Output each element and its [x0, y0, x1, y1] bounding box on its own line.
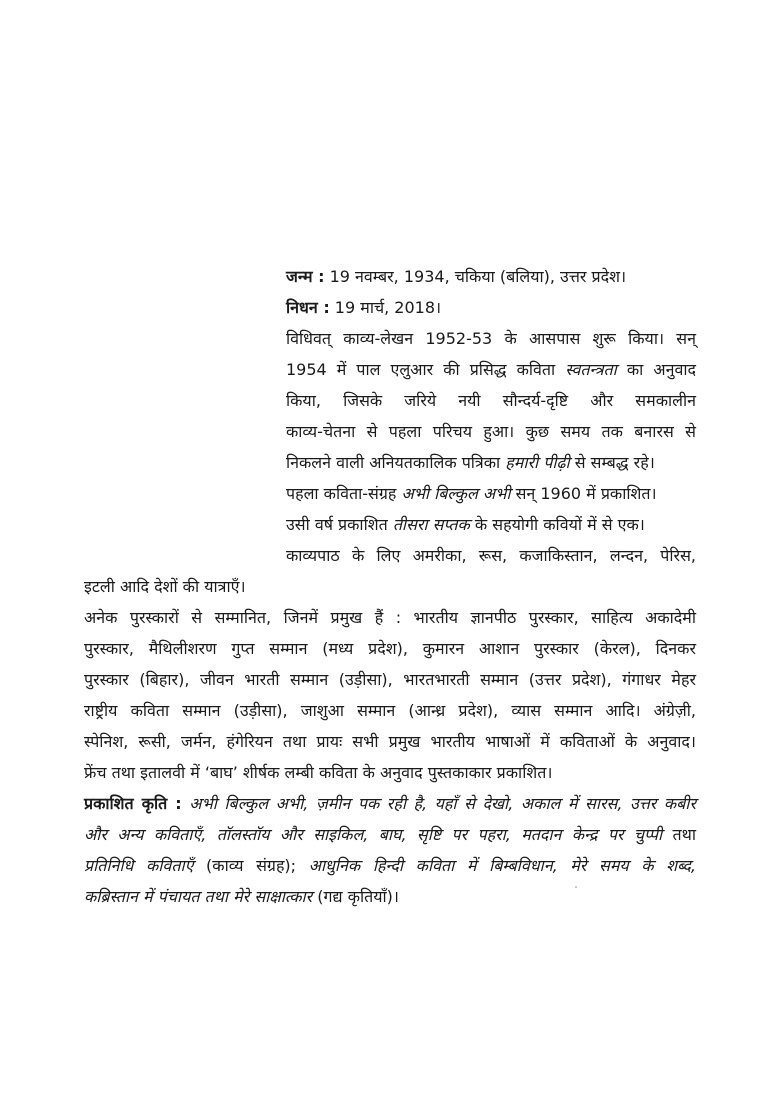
- para2-line6: फ्रेंच तथा इतालवी में ‘बाघ’ शीर्षक लम्बी कविता के अनुवाद पुस्तकाकार प्रकाशित।: [84, 763, 553, 782]
- para3-line1: प्रकाशित कृति : अभी बिल्कुल अभी, ज़मीन पक रही है, यहाँ से देखो, अकाल में सारस, उत्तर कबीर: [84, 794, 696, 813]
- para3-line3: प्रतिनिधि कविताएँ (काव्य संग्रह); आधुनिक हिन्दी कविता में बिम्बविधान, मेरे समय के शब्द,: [84, 856, 696, 875]
- para2-line2: पुरस्कार, मैथिलीशरण गुप्त सम्मान (मध्य प्रदेश), कुमारन आशान पुरस्कार (केरल), दिनकर: [84, 639, 696, 658]
- work-title-abhi-bilkul-abhi: अभी बिल्कुल अभी: [401, 484, 511, 503]
- para3-line4: कब्रिस्तान में पंचायत तथा मेरे साक्षात्कार (गद्य कृतियाँ)।: [84, 887, 399, 906]
- para1-line6: पहला कविता-संग्रह अभी बिल्कुल अभी सन् 1960 में प्रकाशित।: [286, 484, 657, 503]
- para2-line1: अनेक पुरस्कारों से सम्मानित, जिनमें प्रमुख हैं : भारतीय ज्ञानपीठ पुरस्कार, साहित्य अकादेमी: [84, 608, 696, 627]
- birth-value: 19 नवम्बर, 1934, चकिया (बलिया), उत्तर प्रदेश।: [324, 267, 627, 286]
- para2-line4: राष्ट्रीय कविता सम्मान (उड़ीसा), जाशुआ सम्मान (आन्ध्र प्रदेश), व्यास सम्मान आदि। अंग्रेज़ी,: [84, 701, 696, 720]
- death-value: 19 मार्च, 2018।: [329, 298, 442, 317]
- para1-line5: निकलने वाली अनियतकालिक पत्रिका हमारी पीढ़ी से सम्बद्ध रहे।: [286, 453, 655, 472]
- speck: [575, 886, 577, 888]
- para2-line5: स्पेनिश, रूसी, जर्मन, हंगेरियन तथा प्रायः सभी प्रमुख भारतीय भाषाओं में कविताओं के अनुवाद।: [84, 732, 696, 751]
- para1-line3: किया, जिसके जरिये नयी सौन्दर्य-दृष्टि और समकालीन: [286, 391, 696, 410]
- para1-line4: काव्य-चेतना से पहला परिचय हुआ। कुछ समय तक बनारस से: [286, 422, 696, 441]
- work-title-swatantrata: स्वतन्त्रता: [565, 360, 617, 379]
- para1-line7: उसी वर्ष प्रकाशित तीसरा सप्तक के सहयोगी कवियों में से एक।: [286, 515, 645, 534]
- para1-line8: काव्यपाठ के लिए अमरीका, रूस, कजाकिस्तान, लन्दन, पेरिस,: [286, 546, 696, 565]
- para1-line1: विधिवत् काव्य-लेखन 1952-53 के आसपास शुरू किया। सन्: [286, 329, 696, 348]
- work-title-hamari-peedhi: हमारी पीढ़ी: [505, 453, 570, 472]
- para1-line2: 1954 में पाल एलुआर की प्रसिद्ध कविता स्वतन्त्रता का अनुवाद: [286, 360, 697, 379]
- para1-line9: इटली आदि देशों की यात्राएँ।: [84, 577, 246, 596]
- work-title-teesra-saptak: तीसरा सप्तक: [392, 515, 470, 534]
- para2-line3: पुरस्कार (बिहार), जीवन भारती सम्मान (उड़ीसा), भारतभारती सम्मान (उत्तर प्रदेश), गंगाधर मेहर: [84, 670, 696, 689]
- death-label: निधन :: [286, 298, 330, 317]
- birth-line: [286, 262, 626, 292]
- death-line: [286, 293, 441, 323]
- published-works-label: प्रकाशित कृति :: [84, 794, 182, 813]
- para3-line2: और अन्य कविताएँ, तॉलस्तॉय और साइकिल, बाघ, सृष्टि पर पहरा, मतदान केन्द्र पर चुप्पी तथा: [84, 825, 696, 844]
- birth-label: जन्म :: [286, 267, 325, 286]
